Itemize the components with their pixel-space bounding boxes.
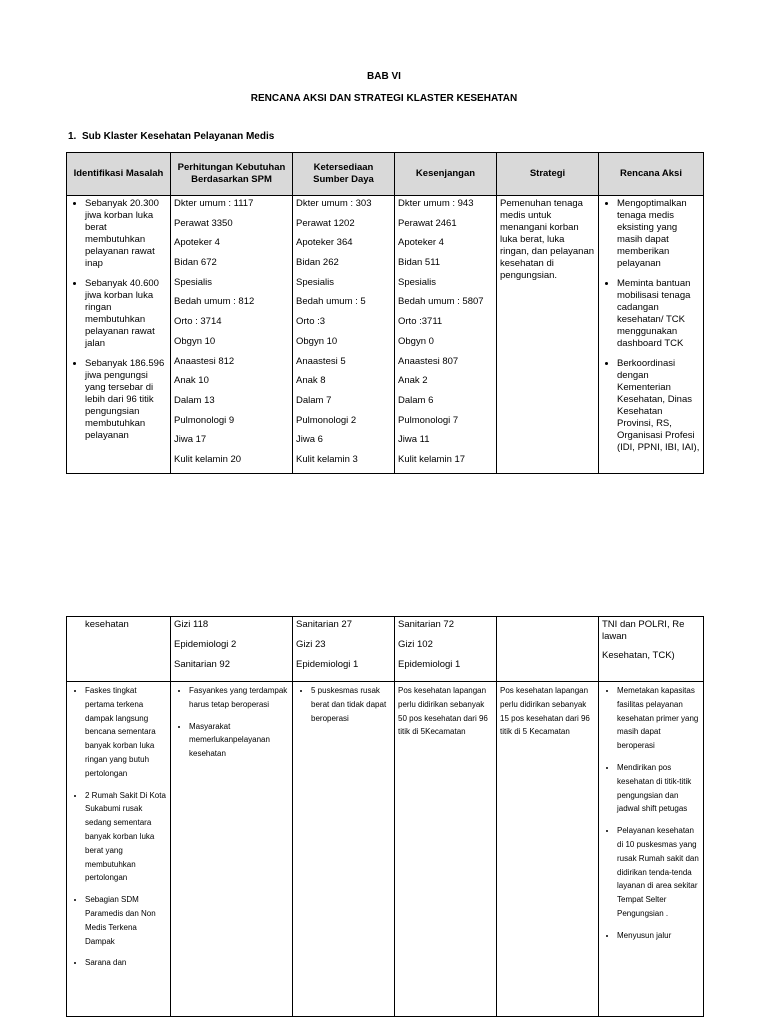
resource-line: Jiwa 11 bbox=[398, 434, 430, 446]
resource-line: Apoteker 364 bbox=[296, 237, 353, 249]
resource-line: Perawat 1202 bbox=[296, 217, 355, 229]
section-number: 1. bbox=[68, 131, 77, 142]
cell-kebutuhan bbox=[171, 196, 293, 474]
list-item: • Berkoordinasi dengan Kementerian Kesehatan, Dinas Kesehatan Provinsi, RS, Organisasi Profesi (IDI, PPNI, IBI, IAI), bbox=[617, 358, 700, 454]
resource-line: Kulit kelamin 17 bbox=[398, 453, 466, 465]
resource-line: Bidan 511 bbox=[398, 257, 441, 269]
resource-line: Spesialis bbox=[296, 276, 335, 288]
resource-line: Pulmonologi 7 bbox=[398, 414, 459, 426]
resource-line: Kulit kelamin 20 bbox=[174, 453, 242, 465]
cell-masalah-continued: kesehatan bbox=[67, 617, 171, 682]
resource-line: Epidemiologi 1 bbox=[296, 659, 359, 670]
header-strategi: Strategi bbox=[497, 153, 599, 196]
resource-line: Anaastesi 5 bbox=[296, 355, 346, 367]
resource-line: Bedah umum : 5 bbox=[296, 296, 366, 308]
resource-line: Dkter umum : 943 bbox=[398, 198, 474, 209]
header-ketersediaan-sumber-daya: Ketersediaan Sumber Daya bbox=[293, 153, 395, 196]
list-item: • Sebanyak 40.600 jiwa korban luka ringan membutuhkan pelayanan rawat jalan bbox=[85, 278, 167, 350]
resource-line: Anak 10 bbox=[174, 375, 209, 387]
resource-line: Jiwa 17 bbox=[174, 434, 207, 446]
cell-strategi: Pemenuhan tenaga medis untuk menangani korban luka berat, luka ringan, dan pelayanan kesehatan di pengungsian. bbox=[497, 196, 599, 474]
action-plan-table-page-1 bbox=[66, 152, 704, 474]
list-item: • Sarana dan bbox=[85, 956, 167, 970]
cell-sumber-daya-faskes bbox=[293, 682, 395, 1017]
resource-line: Epidemiologi 1 bbox=[398, 659, 461, 670]
cell-kebutuhan-continued bbox=[171, 617, 293, 682]
resource-line: Obgyn 0 bbox=[398, 335, 434, 347]
cell-sumber-daya-continued bbox=[293, 617, 395, 682]
chapter-label: BAB VI bbox=[367, 71, 401, 82]
list-item: • Meminta bantuan mobilisasi tenaga cadangan kesehatan/ TCK menggunakan dashboard TCK bbox=[617, 278, 700, 350]
list-item: • Faskes tingkat pertama terkena dampak langsung bencana sementara banyak korban luka ringan yang butuh pertolongan bbox=[85, 684, 167, 781]
resource-line: Anak 2 bbox=[398, 375, 428, 387]
resource-line: Orto :3711 bbox=[398, 316, 443, 328]
list-item: • Sebagian SDM Paramedis dan Non Medis Terkena Dampak bbox=[85, 893, 167, 948]
list-continuation: TNI dan POLRI, Re lawan bbox=[602, 619, 685, 642]
cell-rencana-aksi-faskes bbox=[599, 682, 704, 1017]
resource-line: Perawat 3350 bbox=[174, 217, 233, 229]
list-continuation: Kesehatan, TCK) bbox=[602, 650, 675, 661]
resource-line: Dalam 7 bbox=[296, 394, 332, 406]
resource-line: Apoteker 4 bbox=[398, 237, 444, 249]
resource-line: Epidemiologi 2 bbox=[174, 639, 237, 650]
resource-line: Dalam 13 bbox=[174, 394, 215, 406]
resource-line: Dkter umum : 1117 bbox=[174, 198, 254, 209]
resource-line: Bidan 672 bbox=[174, 257, 217, 269]
resource-line: Gizi 118 bbox=[174, 619, 209, 630]
cell-masalah bbox=[67, 196, 171, 474]
list-item: • 5 puskesmas rusak berat dan tidak dapat beroperasi bbox=[311, 684, 391, 725]
resource-line: Sanitarian 27 bbox=[296, 619, 352, 630]
resource-line: Anaastesi 812 bbox=[174, 355, 235, 367]
resource-line: Pulmonologi 2 bbox=[296, 414, 357, 426]
resource-line: Gizi 102 bbox=[398, 639, 433, 650]
header-kesenjangan: Kesenjangan bbox=[395, 153, 497, 196]
cell-sumber-daya bbox=[293, 196, 395, 474]
resource-line: Bedah umum : 5807 bbox=[398, 296, 484, 308]
resource-line: Kulit kelamin 3 bbox=[296, 453, 358, 465]
cell-masalah-faskes bbox=[67, 682, 171, 1017]
resource-line: Orto : 3714 bbox=[174, 316, 222, 328]
resource-line: Orto :3 bbox=[296, 316, 326, 328]
resource-line: Sanitarian 72 bbox=[398, 619, 454, 630]
resource-line: Gizi 23 bbox=[296, 639, 326, 650]
resource-line: Pulmonologi 9 bbox=[174, 414, 235, 426]
cell-rencana-aksi-continued bbox=[599, 617, 704, 682]
list-item: • Fasyankes yang terdampak harus tetap beroperasi bbox=[189, 684, 289, 712]
resource-line: Sanitarian 92 bbox=[174, 659, 230, 670]
resource-line: Bedah umum : 812 bbox=[174, 296, 255, 308]
list-item: • Mengoptimalkan tenaga medis eksisting yang masih dapat memberikan pelayanan bbox=[617, 198, 700, 270]
resource-line: Anak 8 bbox=[296, 375, 326, 387]
resource-line: Spesialis bbox=[174, 276, 213, 288]
resource-line: Dalam 6 bbox=[398, 394, 434, 406]
header-rencana-aksi: Rencana Aksi bbox=[599, 153, 704, 196]
list-item: • Sebanyak 20.300 jiwa korban luka berat membutuhkan pelayanan rawat inap bbox=[85, 198, 167, 270]
cell-kesenjangan-continued bbox=[395, 617, 497, 682]
resource-line: Obgyn 10 bbox=[174, 335, 216, 347]
list-item: • Mendirikan pos kesehatan di titik-titik pengungsian dan jadwal shift petugas bbox=[617, 761, 700, 816]
resource-line: Jiwa 6 bbox=[296, 434, 323, 446]
cell-rencana-aksi bbox=[599, 196, 704, 474]
document-title: RENCANA AKSI DAN STRATEGI KLASTER KESEHATAN bbox=[250, 93, 518, 104]
header-perhitungan-kebutuhan: Perhitungan Kebutuhan Berdasarkan SPM bbox=[171, 153, 293, 196]
resource-line: Bidan 262 bbox=[296, 257, 339, 269]
resource-line: Perawat 2461 bbox=[398, 217, 457, 229]
header-identifikasi-masalah: Identifikasi Masalah bbox=[67, 153, 171, 196]
action-plan-table-page-2 bbox=[66, 616, 704, 1017]
resource-line: Apoteker 4 bbox=[174, 237, 220, 249]
list-item: • Menyusun jalur bbox=[617, 929, 700, 943]
resource-line: Spesialis bbox=[398, 276, 437, 288]
cell-strategi-continued bbox=[497, 617, 599, 682]
section-heading bbox=[68, 131, 274, 142]
cell-kesenjangan-faskes: Pos kesehatan lapangan perlu didirikan sebanyak 50 pos kesehatan dari 96 titik di 5Kecamatan bbox=[395, 682, 497, 1017]
list-item: • 2 Rumah Sakit Di Kota Sukabumi rusak sedang sementara banyak korban luka berat yang membutuhkan pertolongan bbox=[85, 789, 167, 886]
resource-line: Anaastesi 807 bbox=[398, 355, 459, 367]
resource-line: Obgyn 10 bbox=[296, 335, 338, 347]
section-title: Sub Klaster Kesehatan Pelayanan Medis bbox=[82, 131, 275, 142]
resource-line: Dkter umum : 303 bbox=[296, 198, 372, 209]
list-item: • Pelayanan kesehatan di 10 puskesmas yang rusak Rumah sakit dan didirikan tenda-tenda layanan di area sekitar Tempat Selter Pengungsian . bbox=[617, 824, 700, 921]
cell-kebutuhan-faskes bbox=[171, 682, 293, 1017]
list-item: • Memetakan kapasitas fasilitas pelayanan kesehatan primer yang masih dapat beroperasi bbox=[617, 684, 700, 753]
cell-kesenjangan bbox=[395, 196, 497, 474]
list-item: • Masyarakat memerlukanpelayanan kesehatan bbox=[189, 720, 289, 761]
cell-strategi-faskes: Pos kesehatan lapangan perlu didirikan sebanyak 15 pos kesehatan dari 96 titik di 5 Kecamatan bbox=[497, 682, 599, 1017]
list-item: • Sebanyak 186.596 jiwa pengungsi yang tersebar di lebih dari 96 titik pengungsian membutuhkan pelayanan bbox=[85, 358, 167, 442]
